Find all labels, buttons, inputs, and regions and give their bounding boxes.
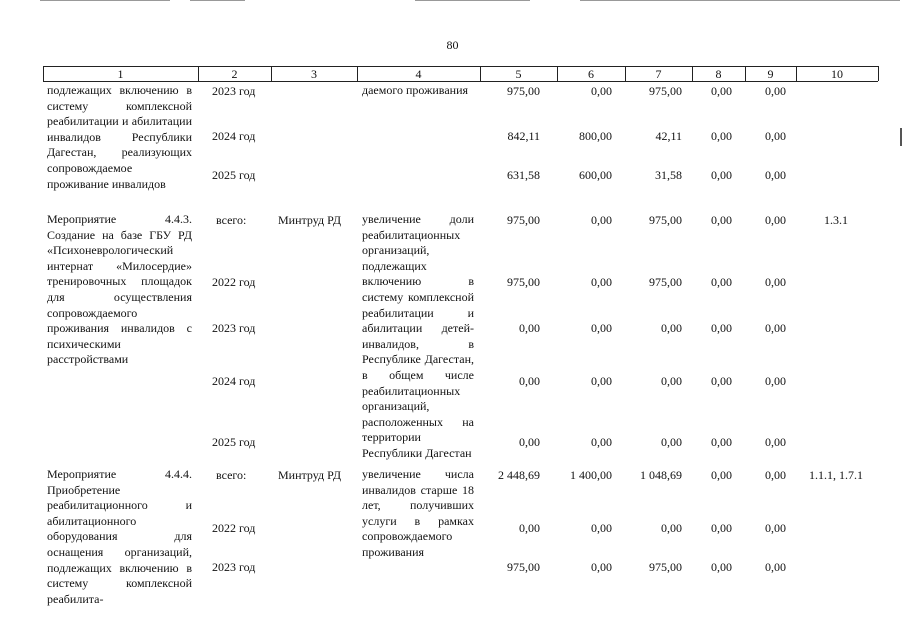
- value-local: 0,00: [711, 321, 732, 335]
- value-regional: 1 048,69: [640, 468, 682, 482]
- value-federal: 0,00: [591, 275, 612, 289]
- indicator-ref: 1.1.1, 1.7.1: [809, 468, 863, 482]
- page-number: 80: [446, 38, 459, 52]
- value-other: 0,00: [765, 275, 786, 289]
- scan-edge-line: [580, 0, 900, 1]
- col-divider: [878, 66, 879, 81]
- measure-result: даемого проживания: [362, 83, 469, 97]
- scan-edge-line: [40, 0, 170, 1]
- value-local: 0,00: [711, 560, 732, 574]
- value-other: 0,00: [765, 321, 786, 335]
- value-federal: 0,00: [591, 84, 612, 98]
- value-total: 0,00: [519, 435, 540, 449]
- value-other: 0,00: [765, 374, 786, 388]
- value-total: 631,58: [507, 168, 540, 182]
- year-label: 2025 год: [212, 168, 256, 182]
- value-total: 0,00: [519, 321, 540, 335]
- scan-edge-line: [190, 0, 245, 1]
- indicator-ref: 1.3.1: [824, 213, 848, 227]
- year-label: всего:: [216, 468, 247, 482]
- header-cell-10: 10: [831, 67, 843, 81]
- value-other: 0,00: [765, 213, 786, 227]
- header-cell-2: 2: [231, 67, 238, 81]
- value-total: 0,00: [519, 374, 540, 388]
- value-other: 0,00: [765, 129, 786, 143]
- year-label: 2023 год: [212, 321, 256, 335]
- value-total: 2 448,69: [498, 468, 540, 482]
- value-total: 975,00: [507, 560, 540, 574]
- year-label: 2025 год: [212, 435, 256, 449]
- executor: Минтруд РД: [278, 468, 342, 482]
- measure-description: подлежащих включению в систему комплексной реабилитации и абилитации инвалидов Республики Дагестан, реализующих сопровождаемое проживание инвалидов: [47, 83, 192, 191]
- value-federal: 0,00: [591, 521, 612, 535]
- value-total: 975,00: [507, 213, 540, 227]
- measure-description: Мероприятие 4.4.4. Приобретение реабилитационного и абилитационного оборудования для оснащения организаций, подлежащих включению в систему комплексной реабилита-: [47, 467, 192, 606]
- header-cell-4: 4: [415, 67, 422, 81]
- value-regional: 31,58: [655, 168, 682, 182]
- value-local: 0,00: [711, 521, 732, 535]
- value-regional: 975,00: [649, 84, 682, 98]
- header-cell-7: 7: [655, 67, 662, 81]
- value-local: 0,00: [711, 468, 732, 482]
- value-total: 842,11: [507, 129, 540, 143]
- year-label: 2024 год: [212, 374, 256, 388]
- header-cell-5: 5: [515, 67, 522, 81]
- value-other: 0,00: [765, 560, 786, 574]
- value-local: 0,00: [711, 213, 732, 227]
- year-label: 2022 год: [212, 521, 256, 535]
- value-federal: 800,00: [579, 129, 612, 143]
- year-label: всего:: [216, 213, 247, 227]
- value-federal: 1 400,00: [570, 468, 612, 482]
- value-federal: 0,00: [591, 213, 612, 227]
- measure-description: Мероприятие 4.4.3. Создание на базе ГБУ РД «Психоневрологический интернат «Милосердие» тренировочных площадок для осуществления сопровождаемого проживания инвалидов с психическими расстройствами: [47, 212, 192, 367]
- value-regional: 0,00: [661, 321, 682, 335]
- year-label: 2023 год: [212, 560, 256, 574]
- year-label: 2022 год: [212, 275, 256, 289]
- executor: Минтруд РД: [278, 213, 342, 227]
- value-federal: 0,00: [591, 374, 612, 388]
- header-cell-3: 3: [311, 67, 317, 81]
- value-local: 0,00: [711, 374, 732, 388]
- value-total: 975,00: [507, 84, 540, 98]
- value-local: 0,00: [711, 84, 732, 98]
- value-federal: 0,00: [591, 435, 612, 449]
- value-other: 0,00: [765, 435, 786, 449]
- measure-result: увеличение доли реабилитационных организаций, подлежащих включению в систему комплексной реабилитации и абилитации детей-инвалидов, в Республике Дагестан, в общем числе реабилитационных организаций, расположенных на территории Республики Дагестан: [362, 212, 474, 460]
- value-local: 0,00: [711, 435, 732, 449]
- header-cell-8: 8: [715, 67, 722, 81]
- year-label: 2023 год: [212, 84, 256, 98]
- scan-edge-line: [415, 0, 530, 1]
- value-other: 0,00: [765, 84, 786, 98]
- measure-result: увеличение числа инвалидов старше 18 лет, получивших услуги в рамках сопровождаемого проживания: [362, 467, 474, 559]
- value-local: 0,00: [711, 275, 732, 289]
- value-total: 975,00: [507, 275, 540, 289]
- value-local: 0,00: [711, 168, 732, 182]
- year-label: 2024 год: [212, 129, 256, 143]
- value-other: 0,00: [765, 468, 786, 482]
- value-regional: 42,11: [655, 129, 682, 143]
- scan-right-edge: [900, 128, 902, 146]
- value-regional: 975,00: [649, 560, 682, 574]
- value-other: 0,00: [765, 521, 786, 535]
- value-total: 0,00: [519, 521, 540, 535]
- value-federal: 0,00: [591, 321, 612, 335]
- value-federal: 0,00: [591, 560, 612, 574]
- value-regional: 0,00: [661, 521, 682, 535]
- value-local: 0,00: [711, 129, 732, 143]
- value-regional: 975,00: [649, 275, 682, 289]
- value-federal: 600,00: [579, 168, 612, 182]
- value-regional: 975,00: [649, 213, 682, 227]
- value-regional: 0,00: [661, 435, 682, 449]
- header-cell-9: 9: [767, 67, 774, 81]
- table-header-border: [43, 81, 878, 82]
- value-other: 0,00: [765, 168, 786, 182]
- value-regional: 0,00: [661, 374, 682, 388]
- header-cell-6: 6: [588, 67, 594, 81]
- header-cell-1: 1: [117, 67, 124, 81]
